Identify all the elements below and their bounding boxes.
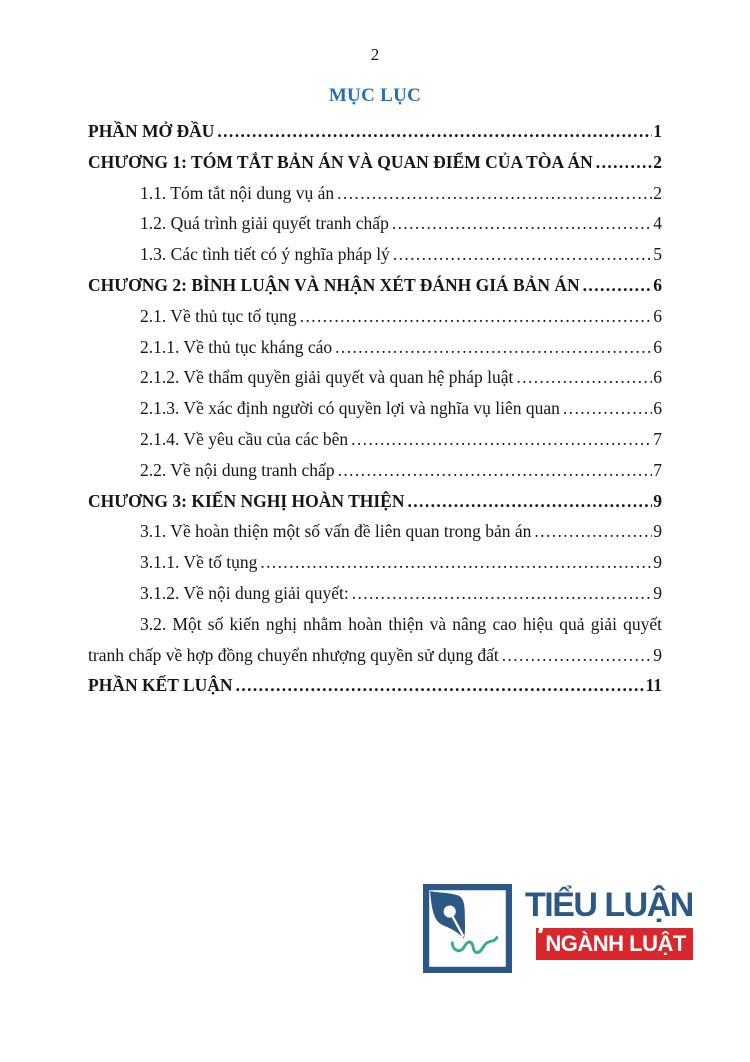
toc-entry-label: 3.1.1. Về tố tụng (140, 552, 258, 573)
toc-entry (88, 178, 662, 209)
toc-entry-label: 2.1.1. Về thủ tục kháng cáo (140, 336, 333, 357)
toc-entry-page: 9 (653, 521, 662, 542)
toc-entry-page: 6 (653, 398, 662, 419)
toc-entry-page: 6 (653, 305, 662, 326)
toc-entry-label: 2.2. Về nội dung tranh chấp (140, 459, 335, 480)
toc-entry (88, 332, 662, 363)
toc-entry (88, 270, 662, 301)
toc-dot-leader (596, 147, 652, 178)
toc-entry (88, 208, 662, 239)
toc-entry-label: CHƯƠNG 3: KIẾN NGHỊ HOÀN THIỆN (88, 490, 405, 511)
logo-tagline (536, 928, 692, 960)
toc-entry (88, 670, 662, 701)
logo-tick (538, 924, 544, 933)
toc-entry-label: 2.1. Về thủ tục tố tụng (140, 305, 297, 326)
toc-entry (88, 147, 662, 178)
toc-entry-page: 6 (653, 274, 662, 295)
toc-entry-page: 6 (653, 367, 662, 388)
toc-entry-page: 9 (653, 552, 662, 573)
toc-dot-leader (351, 424, 652, 455)
toc-dot-leader (502, 640, 653, 671)
toc-entry-page: 2 (653, 151, 662, 172)
toc-dot-leader (393, 239, 652, 270)
toc-entry-page: 7 (653, 459, 662, 480)
toc-entry (88, 362, 662, 393)
toc-entry-page: 5 (653, 244, 662, 265)
toc-entry-label: 2.1.3. Về xác định người có quyền lợi và nghĩa vụ liên quan (140, 398, 560, 419)
toc-dot-leader (583, 270, 653, 301)
toc-entry (88, 393, 662, 424)
toc-entry (88, 116, 662, 147)
toc-dot-leader (392, 208, 652, 239)
toc-entry (88, 578, 662, 609)
toc-entry-page: 9 (653, 644, 662, 665)
toc (88, 116, 662, 701)
toc-entry-label: 3.1.2. Về nội dung giải quyết: (140, 582, 349, 603)
toc-entry-page: 9 (653, 490, 662, 511)
toc-entry-page: 1 (653, 121, 662, 141)
toc-entry-page: 2 (653, 182, 662, 203)
toc-entry-label: 1.2. Quá trình giải quyết tranh chấp (140, 213, 389, 234)
toc-dot-leader (352, 578, 653, 609)
toc-dot-leader (408, 486, 653, 517)
toc-entry-page: 11 (645, 675, 662, 696)
toc-entry (88, 547, 662, 578)
toc-dot-leader (300, 301, 653, 332)
toc-entry-label: CHƯƠNG 1: TÓM TẮT BẢN ÁN VÀ QUAN ĐIỂM CỦA TÒA ÁN (88, 151, 593, 172)
toc-entry-label: 1.3. Các tình tiết có ý nghĩa pháp lý (140, 244, 390, 265)
toc-entry (88, 424, 662, 455)
toc-dot-leader (563, 393, 652, 424)
toc-entry-label: 3.1. Về hoàn thiện một số vấn đề liên quan trong bản án (140, 521, 532, 542)
logo (423, 883, 693, 974)
toc-dot-leader (338, 455, 653, 486)
toc-dot-leader (217, 116, 652, 147)
toc-entry-label: PHẦN KẾT LUẬN (88, 675, 233, 696)
toc-entry-label: 2.1.2. Về thẩm quyền giải quyết và quan hệ pháp luật (140, 367, 514, 388)
toc-dot-leader (260, 547, 652, 578)
toc-dot-leader (236, 670, 645, 701)
logo-tagline-label: NGÀNH LUẬT (545, 930, 686, 956)
toc-entry (88, 516, 662, 547)
page-number: 2 (370, 45, 380, 64)
toc-entry-page: 9 (653, 582, 662, 603)
toc-entry-label: tranh chấp về hợp đồng chuyển nhượng quyền sử dụng đất (88, 644, 499, 665)
toc-entry (88, 640, 662, 671)
toc-dot-leader (534, 516, 652, 547)
toc-entry-label: PHẦN MỞ ĐẦU (88, 121, 215, 141)
document-title: MỤC LỤC (328, 85, 422, 106)
toc-entry (88, 455, 662, 486)
logo-text (525, 883, 693, 960)
toc-entry (88, 301, 662, 332)
toc-entry-label: 2.1.4. Về yêu cầu của các bên (140, 428, 349, 449)
toc-entry (88, 486, 662, 517)
toc-dot-leader (335, 332, 652, 363)
logo-title: TIỂU LUẬN (525, 886, 693, 924)
fountain-pen-nib-icon (423, 883, 512, 974)
toc-entry-page: 6 (653, 336, 662, 357)
toc-entry-wrapped-line1: 3.2. Một số kiến nghị nhằm hoàn thiện và nâng cao hiệu quả giải quyết (140, 613, 662, 634)
toc-dot-leader (516, 362, 652, 393)
toc-entry (88, 239, 662, 270)
toc-dot-leader (337, 178, 652, 209)
toc-entry-label: CHƯƠNG 2: BÌNH LUẬN VÀ NHẬN XÉT ĐÁNH GIÁ BẢN ÁN (88, 274, 580, 295)
toc-entry-page: 4 (653, 213, 662, 234)
toc-entry-page: 7 (653, 428, 662, 449)
toc-entry-label: 1.1. Tóm tắt nội dung vụ án (140, 182, 335, 203)
